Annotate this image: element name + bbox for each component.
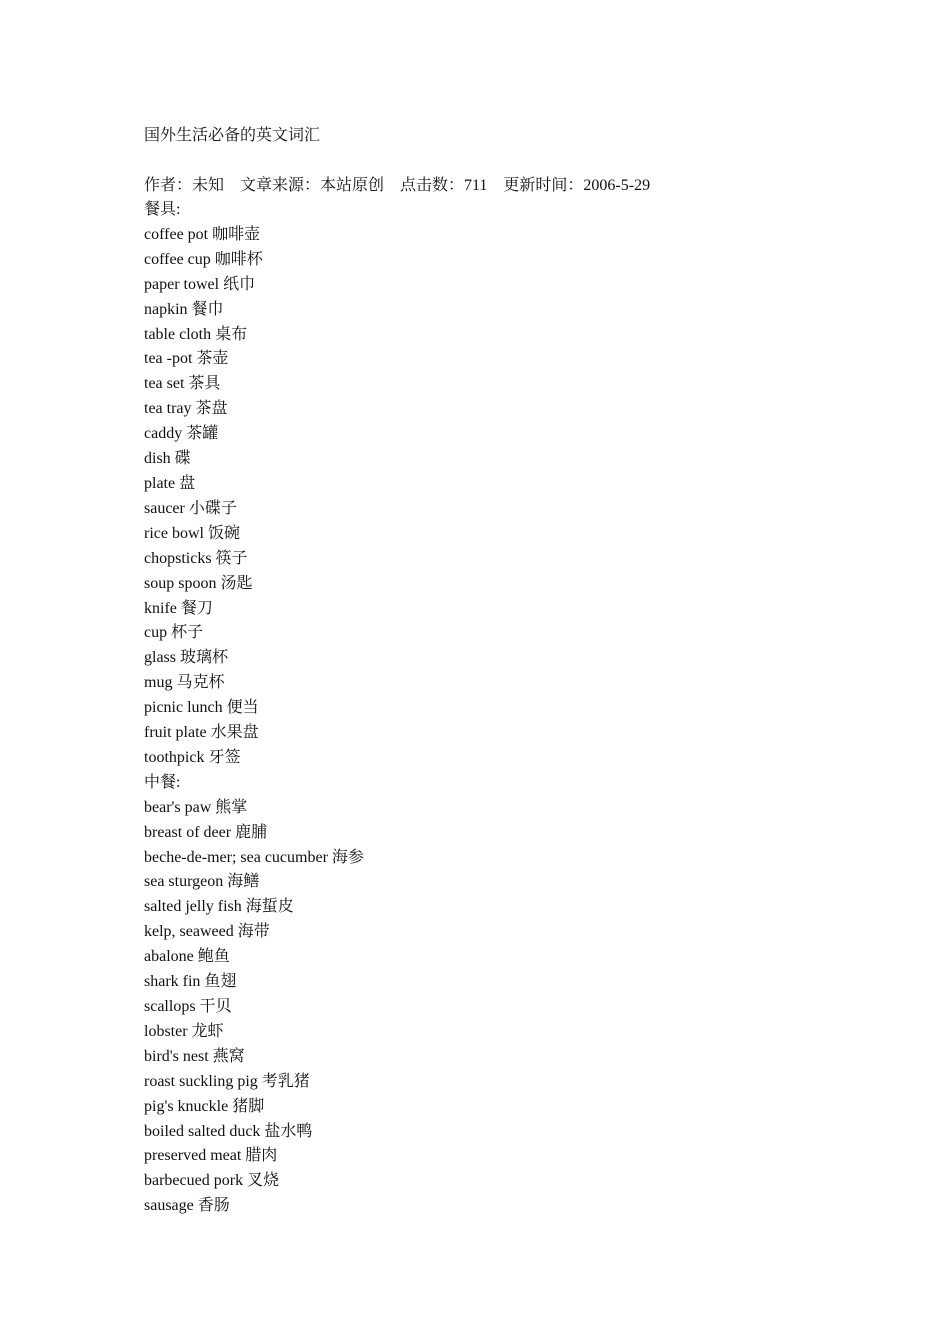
vocabulary-line: barbecued pork 叉烧 — [144, 1172, 280, 1190]
vocabulary-line: cup 杯子 — [144, 624, 204, 642]
vocabulary-line: pig's knuckle 猪脚 — [144, 1097, 265, 1115]
vocabulary-line: breast of deer 鹿脯 — [144, 823, 268, 841]
vocabulary-line: paper towel 纸巾 — [144, 275, 256, 293]
vocabulary-line: table cloth 桌布 — [144, 325, 248, 343]
vocabulary-line: dish 碟 — [144, 450, 191, 468]
vocabulary-line: caddy 茶罐 — [144, 425, 219, 443]
vocabulary-line: saucer 小碟子 — [144, 499, 237, 517]
document-meta: 作者：未知 文章来源：本站原创 点击数：711 更新时间：2006-5-29 — [144, 177, 651, 194]
vocabulary-line: toothpick 牙签 — [144, 748, 241, 766]
section-heading: 餐具: — [144, 201, 181, 218]
vocabulary-line: preserved meat 腊肉 — [144, 1147, 278, 1165]
vocabulary-line: kelp, seaweed 海带 — [144, 923, 270, 941]
vocabulary-line: abalone 鲍鱼 — [144, 948, 230, 966]
vocabulary-line: glass 玻璃杯 — [144, 649, 229, 667]
vocabulary-line: bird's nest 燕窝 — [144, 1047, 245, 1065]
vocabulary-line: shark fin 鱼翅 — [144, 973, 237, 991]
vocabulary-line: lobster 龙虾 — [144, 1022, 224, 1040]
vocabulary-line: boiled salted duck 盐水鸭 — [144, 1122, 313, 1140]
vocabulary-list — [144, 198, 864, 1219]
vocabulary-line: plate 盘 — [144, 474, 196, 492]
vocabulary-line: salted jelly fish 海蜇皮 — [144, 898, 294, 916]
vocabulary-line: mug 马克杯 — [144, 674, 225, 692]
vocabulary-line: rice bowl 饭碗 — [144, 524, 240, 542]
section-heading: 中餐: — [144, 773, 181, 791]
vocabulary-line: roast suckling pig 考乳猪 — [144, 1072, 310, 1090]
vocabulary-line: napkin 餐巾 — [144, 300, 224, 318]
vocabulary-line: sea sturgeon 海鳝 — [144, 873, 260, 891]
vocabulary-line: tea tray 茶盘 — [144, 400, 228, 418]
vocabulary-line: fruit plate 水果盘 — [144, 724, 259, 742]
vocabulary-line: knife 餐刀 — [144, 599, 213, 617]
vocabulary-line: picnic lunch 便当 — [144, 699, 259, 717]
document-title: 国外生活必备的英文词汇 — [144, 127, 321, 144]
vocabulary-line: chopsticks 筷子 — [144, 549, 248, 567]
vocabulary-line: tea set 茶具 — [144, 375, 221, 393]
vocabulary-line: coffee cup 咖啡杯 — [144, 250, 263, 268]
vocabulary-line: tea -pot 茶壶 — [144, 350, 229, 368]
vocabulary-line: sausage 香肠 — [144, 1197, 230, 1215]
document-page — [144, 124, 864, 1219]
vocabulary-line: soup spoon 汤匙 — [144, 574, 253, 592]
vocabulary-line: coffee pot 咖啡壶 — [144, 225, 261, 243]
vocabulary-line: bear's paw 熊掌 — [144, 798, 248, 816]
vocabulary-line: beche-de-mer; sea cucumber 海参 — [144, 848, 364, 866]
vocabulary-line: scallops 干贝 — [144, 998, 232, 1015]
